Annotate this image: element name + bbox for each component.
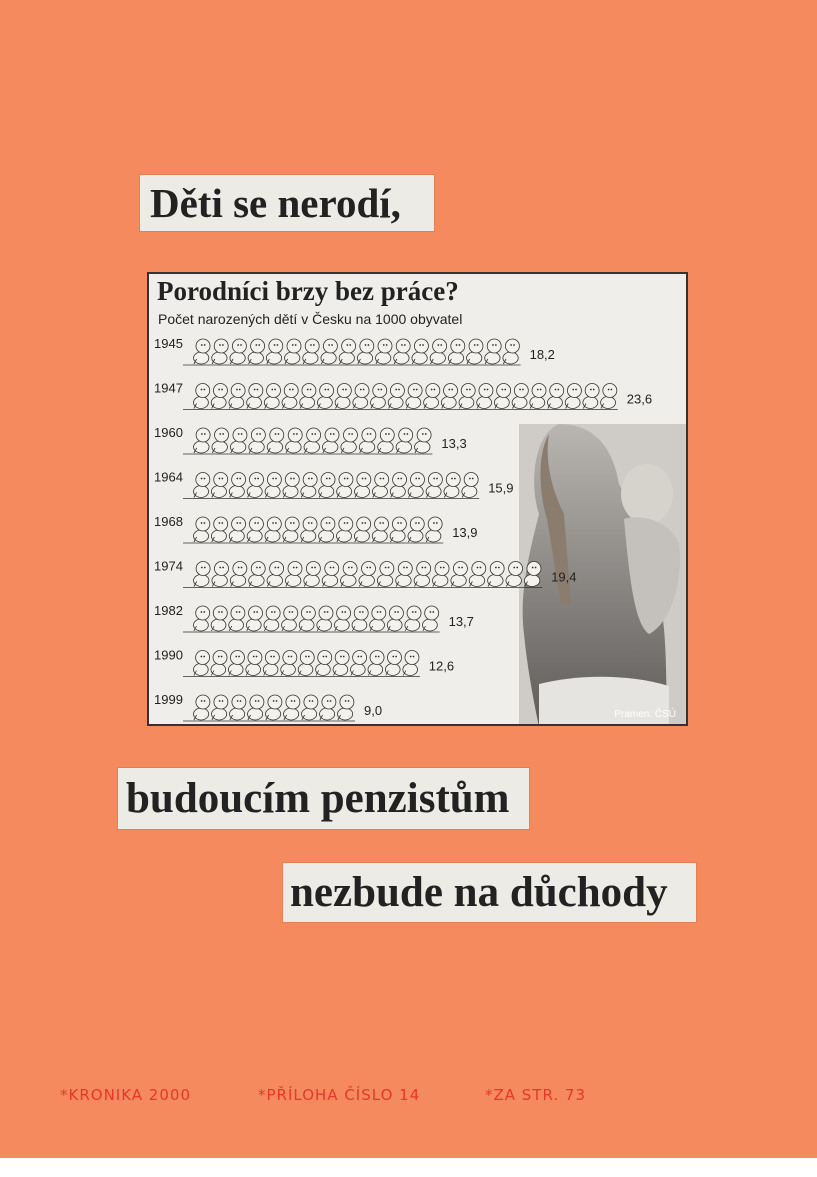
baby-icon — [459, 384, 475, 409]
baby-icon — [212, 339, 228, 364]
baby-icon — [229, 606, 245, 631]
baby-icon — [353, 384, 369, 409]
headline-clipping-1 — [140, 175, 434, 231]
handwritten-footer — [60, 1086, 660, 1116]
baby-icon — [322, 428, 339, 453]
bar-1982 — [183, 606, 440, 632]
baby-icon — [506, 562, 523, 587]
baby-icon — [512, 384, 528, 409]
baby-icon — [266, 339, 282, 364]
baby-icon — [337, 517, 353, 542]
baby-icon — [304, 562, 321, 587]
baby-icon — [230, 695, 246, 720]
baby-icon — [341, 562, 358, 587]
baby-icon — [211, 384, 227, 409]
baby-icon — [194, 562, 211, 587]
chart-clipping — [147, 272, 688, 726]
baby-icon — [286, 428, 303, 453]
baby-icon — [462, 473, 478, 498]
baby-icon — [354, 517, 370, 542]
baby-icon — [477, 384, 493, 409]
baby-icon — [370, 606, 386, 631]
baby-icon — [414, 562, 431, 587]
baby-icon — [229, 384, 245, 409]
year-tick-label: 1999 — [154, 692, 183, 707]
bar-1974 — [183, 562, 542, 588]
baby-icon — [426, 473, 442, 498]
bar-1960 — [183, 428, 432, 454]
baby-icon — [565, 384, 581, 409]
baby-icon — [317, 384, 333, 409]
headline-part-2: budoucím penzistům — [126, 775, 510, 822]
baby-icon — [444, 473, 460, 498]
baby-icon — [388, 384, 404, 409]
value-label: 9,0 — [364, 703, 383, 718]
baby-icon — [494, 384, 510, 409]
baby-icon — [249, 562, 266, 587]
baby-icon — [281, 651, 297, 676]
footer-page: *ZA STR. 73 — [485, 1086, 586, 1104]
baby-icon — [371, 384, 387, 409]
baby-icon — [339, 339, 355, 364]
value-label: 13,9 — [452, 525, 478, 540]
year-tick-label: 1990 — [154, 647, 183, 663]
baby-icon — [249, 428, 266, 453]
baby-icon — [211, 517, 227, 542]
bar-1945 — [183, 339, 521, 365]
baby-icon — [338, 695, 354, 720]
chart-source: Pramen: ČSÚ — [614, 709, 676, 720]
baby-icon — [194, 606, 210, 631]
baby-icon — [285, 339, 301, 364]
baby-icon — [426, 517, 442, 542]
baby-icon — [283, 473, 299, 498]
baby-icon — [267, 562, 284, 587]
baby-icon — [266, 695, 282, 720]
baby-icon — [503, 339, 519, 364]
baby-icon — [548, 384, 564, 409]
baby-icon — [246, 606, 262, 631]
bar-1990 — [183, 651, 420, 677]
baby-icon — [194, 339, 210, 364]
baby-icon — [267, 428, 284, 453]
baby-icon — [359, 428, 376, 453]
baby-icon — [322, 562, 339, 587]
headline-part-3: nezbude na důchody — [290, 869, 668, 916]
baby-icon — [530, 384, 546, 409]
baby-icon — [334, 606, 350, 631]
baby-icon — [282, 384, 298, 409]
baby-icon — [194, 695, 210, 720]
year-tick-label: 1964 — [154, 469, 183, 485]
baby-icon — [408, 517, 424, 542]
baby-icon — [303, 339, 319, 364]
baby-icon — [352, 606, 368, 631]
baby-icon — [583, 384, 599, 409]
baby-icon — [302, 695, 318, 720]
value-label: 15,9 — [488, 480, 514, 496]
baby-icon — [229, 517, 245, 542]
baby-icon — [467, 339, 483, 364]
footer-chronicle: *KRONIKA 2000 — [60, 1086, 191, 1104]
baby-icon — [298, 651, 314, 676]
baby-icon — [488, 562, 505, 587]
baby-icon — [359, 562, 376, 587]
baby-icon — [194, 473, 210, 498]
value-label: 13,3 — [441, 436, 467, 451]
baby-icon — [390, 473, 406, 498]
baby-icon — [396, 428, 413, 453]
baby-icon — [448, 339, 464, 364]
baby-icon — [248, 339, 264, 364]
baby-icon — [485, 339, 501, 364]
baby-icon — [408, 473, 424, 498]
baby-icon — [264, 606, 280, 631]
baby-icon — [378, 428, 395, 453]
baby-icon — [248, 695, 264, 720]
baby-icon — [396, 562, 413, 587]
baby-icon — [282, 606, 298, 631]
bar-1947 — [183, 384, 618, 410]
baby-icon — [319, 473, 335, 498]
baby-icon — [301, 517, 317, 542]
baby-icon — [247, 517, 263, 542]
baby-icon — [441, 384, 457, 409]
baby-icon — [316, 651, 332, 676]
headline-clipping-2 — [118, 768, 529, 829]
baby-icon — [194, 384, 210, 409]
baby-icon — [357, 339, 373, 364]
baby-icon — [194, 517, 210, 542]
chart-title: Porodníci brzy bez práce? — [157, 276, 459, 306]
baby-icon — [333, 651, 349, 676]
baby-icon — [230, 339, 246, 364]
baby-icon — [285, 562, 302, 587]
year-tick-label: 1947 — [154, 380, 183, 396]
baby-icon — [319, 517, 335, 542]
baby-icon — [385, 651, 401, 676]
baby-icon — [424, 384, 440, 409]
baby-icon — [194, 651, 210, 676]
baby-icon — [247, 473, 263, 498]
baby-icon — [403, 651, 419, 676]
baby-icon — [415, 428, 432, 453]
bar-1968 — [183, 517, 443, 543]
baby-icon — [212, 695, 228, 720]
baby-icon — [405, 606, 421, 631]
headline-clipping-3 — [283, 863, 696, 922]
baby-icon — [212, 428, 229, 453]
baby-icon — [304, 428, 321, 453]
baby-icon — [317, 606, 333, 631]
year-tick-label: 1982 — [154, 603, 183, 618]
headline-part-1: Děti se nerodí, — [150, 180, 401, 226]
baby-icon — [412, 339, 428, 364]
baby-icon — [264, 384, 280, 409]
baby-icon — [211, 651, 227, 676]
value-label: 23,6 — [626, 391, 653, 407]
baby-icon — [601, 384, 617, 409]
bar-1999 — [183, 695, 355, 721]
baby-icon — [387, 606, 403, 631]
baby-icon — [337, 473, 353, 498]
baby-icon — [469, 562, 486, 587]
year-tick-label: 1968 — [154, 514, 183, 529]
baby-icon — [372, 517, 388, 542]
baby-icon — [390, 517, 406, 542]
baby-icon — [247, 384, 263, 409]
baby-icon — [300, 384, 316, 409]
baby-icon — [212, 562, 229, 587]
baby-icon — [335, 384, 351, 409]
value-label: 18,2 — [529, 347, 555, 362]
chart-plot — [149, 274, 686, 724]
baby-icon — [211, 473, 227, 498]
baby-icon — [230, 428, 247, 453]
baby-icon — [284, 695, 300, 720]
baby-icon — [432, 562, 449, 587]
chart-subtitle: Počet narozených dětí v Česku na 1000 obyvatel — [158, 311, 463, 327]
baby-icon — [351, 651, 367, 676]
year-tick-label: 1960 — [154, 425, 183, 440]
footer-appendix: *PŘÍLOHA ČÍSLO 14 — [258, 1086, 421, 1104]
baby-icon — [451, 562, 468, 587]
value-label: 19,4 — [551, 569, 577, 585]
value-label: 12,6 — [428, 658, 455, 674]
baby-icon — [301, 473, 317, 498]
baby-icon — [283, 517, 299, 542]
baby-icon — [229, 473, 245, 498]
value-label: 13,7 — [448, 614, 474, 629]
baby-icon — [265, 517, 281, 542]
baby-icon — [230, 562, 247, 587]
year-tick-label: 1945 — [154, 336, 183, 351]
baby-icon — [524, 562, 541, 587]
baby-icon — [355, 473, 371, 498]
baby-icon — [321, 339, 337, 364]
baby-icon — [228, 651, 244, 676]
baby-icon — [377, 562, 394, 587]
baby-icon — [368, 651, 384, 676]
bar-1964 — [183, 473, 479, 499]
baby-icon — [194, 428, 211, 453]
baby-icon — [320, 695, 336, 720]
baby-icon — [246, 651, 262, 676]
year-tick-label: 1974 — [154, 558, 183, 574]
baby-icon — [394, 339, 410, 364]
baby-icon — [265, 473, 281, 498]
baby-icon — [423, 606, 439, 631]
baby-icon — [341, 428, 358, 453]
baby-icon — [211, 606, 227, 631]
baby-icon — [263, 651, 279, 676]
baby-icon — [406, 384, 422, 409]
baby-icon — [372, 473, 388, 498]
baby-icon — [299, 606, 315, 631]
baby-icon — [376, 339, 392, 364]
baby-icon — [430, 339, 446, 364]
